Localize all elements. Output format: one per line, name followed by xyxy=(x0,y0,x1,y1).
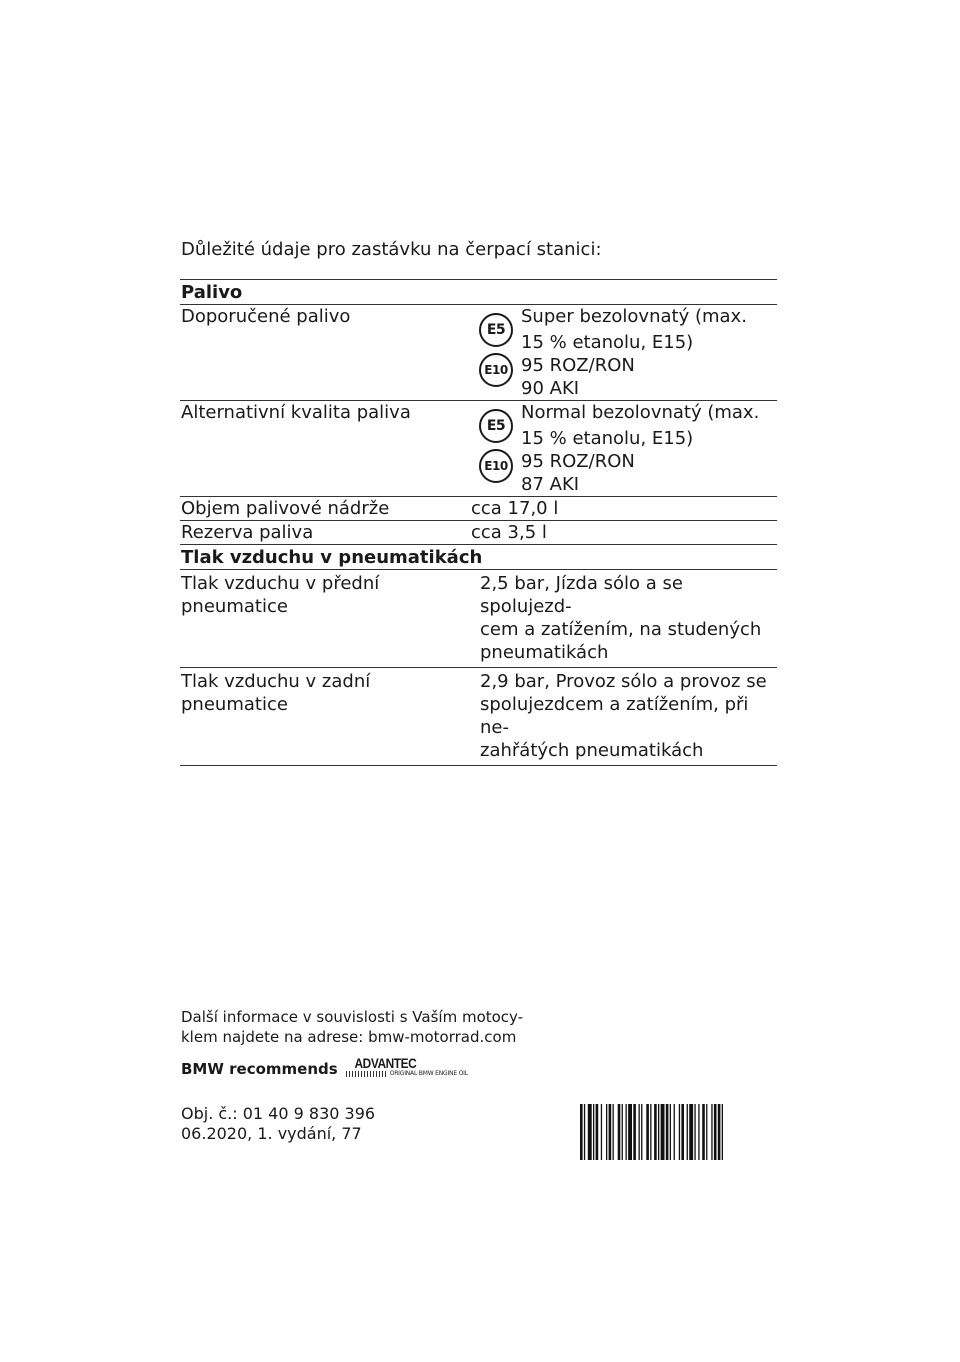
section-tire-title: Tlak vzduchu v pneumatikách xyxy=(181,547,483,568)
tire-line: cem a zatížením, na studených xyxy=(480,619,762,640)
fuel-reserve-value: cca 3,5 l xyxy=(471,522,547,543)
fuel-row-value xyxy=(479,401,777,496)
barcode-bar xyxy=(658,1104,659,1160)
fuel-grade-e10-icon: E10 xyxy=(479,449,513,483)
fuel-stop-table xyxy=(180,279,777,766)
barcode-bar xyxy=(722,1104,723,1160)
tire-row-front xyxy=(180,570,777,668)
barcode-bar xyxy=(714,1104,717,1160)
fuel-reserve-label: Rezerva paliva xyxy=(181,522,314,543)
edition: 06.2020, 1. vydání, 77 xyxy=(181,1124,362,1143)
barcode-bar xyxy=(670,1104,671,1160)
tank-capacity-row xyxy=(180,497,777,521)
footer-info-line: Další informace v souvislosti s Vaším motocy- xyxy=(181,1008,524,1026)
barcode-bar xyxy=(718,1104,721,1160)
fuel-row-label: Doporučené palivo xyxy=(181,306,351,327)
fuel-badges xyxy=(479,401,521,496)
fuel-row-label: Alternativní kvalita paliva xyxy=(181,402,411,423)
bmw-recommends xyxy=(181,1056,468,1080)
barcode-bar xyxy=(687,1104,688,1160)
barcode-bar xyxy=(694,1104,695,1160)
barcode-bar xyxy=(601,1104,602,1160)
barcode-bar xyxy=(674,1104,675,1160)
barcode-bar xyxy=(609,1104,612,1160)
footer-info xyxy=(181,1007,551,1047)
barcode-bar xyxy=(702,1104,705,1160)
barcode-bar xyxy=(698,1104,699,1160)
barcode-bar xyxy=(689,1104,693,1160)
barcode-bar xyxy=(711,1104,712,1160)
barcode-bar xyxy=(633,1104,636,1160)
advantec-brand: ADVANTEC xyxy=(354,1055,417,1071)
fuel-badges xyxy=(479,305,521,400)
tire-row-value xyxy=(480,668,777,762)
advantec-dots-icon xyxy=(346,1071,386,1077)
barcode-bar xyxy=(639,1104,640,1160)
tire-line: 2,5 bar, Jízda sólo a se spolujezd- xyxy=(480,573,683,617)
part-number: Obj. č.: 01 40 9 830 396 xyxy=(181,1104,376,1123)
barcode-bar xyxy=(646,1104,649,1160)
fuel-line: 87 AKI xyxy=(521,474,580,495)
section-fuel xyxy=(180,280,777,305)
advantec-logo xyxy=(346,1056,468,1078)
fuel-line: 15 % etanolu, E15) xyxy=(521,332,694,353)
fuel-line: Normal bezolovnatý (max. xyxy=(521,402,760,423)
fuel-line: 95 ROZ/RON xyxy=(521,355,635,376)
barcode-bar xyxy=(681,1104,684,1160)
advantec-stripe xyxy=(346,1070,468,1078)
fuel-grade-e5-icon: E5 xyxy=(479,409,513,443)
advantec-subtitle: ORIGINAL BMW ENGINE OIL xyxy=(389,1070,468,1077)
barcode-bar xyxy=(628,1104,632,1160)
tire-row-label: Tlak vzduchu v přední pneumatice xyxy=(181,573,380,617)
tire-line: spolujezdcem a zatížením, při ne- xyxy=(480,694,749,738)
barcode-bar xyxy=(654,1104,657,1160)
fuel-line: 15 % etanolu, E15) xyxy=(521,428,694,449)
fuel-line: Super bezolovnatý (max. xyxy=(521,306,747,327)
barcode-bar xyxy=(622,1104,623,1160)
barcode-bar xyxy=(596,1104,599,1160)
fuel-line: 90 AKI xyxy=(521,378,580,399)
barcode-bar xyxy=(706,1104,707,1160)
section-tire-pressure xyxy=(180,545,777,570)
tank-capacity-label: Objem palivové nádrže xyxy=(181,498,390,519)
fuel-description xyxy=(521,305,747,400)
barcode-bar xyxy=(666,1104,669,1160)
tire-row-rear xyxy=(180,668,777,766)
barcode-icon xyxy=(580,1104,777,1160)
barcode-bar xyxy=(641,1104,642,1160)
tire-row-value xyxy=(480,570,777,664)
tire-line: pneumatikách xyxy=(480,642,609,663)
fuel-description xyxy=(521,401,759,496)
fuel-grade-e10-icon: E10 xyxy=(479,353,513,387)
recommend-label: BMW recommends xyxy=(181,1060,338,1078)
barcode-bar xyxy=(584,1104,585,1160)
fuel-row-alternative xyxy=(180,401,777,497)
fuel-row-value xyxy=(479,305,777,400)
fuel-row-recommended xyxy=(180,305,777,401)
barcode-bar xyxy=(679,1104,680,1160)
barcode-bar xyxy=(613,1104,614,1160)
fuel-reserve-row xyxy=(180,521,777,545)
barcode-bar xyxy=(580,1104,583,1160)
fuel-line: 95 ROZ/RON xyxy=(521,451,635,472)
barcode-bar xyxy=(593,1104,594,1160)
barcode-bar xyxy=(661,1104,665,1160)
publication-meta xyxy=(181,1104,375,1144)
tank-capacity-value: cca 17,0 l xyxy=(471,498,559,519)
barcode-bar xyxy=(588,1104,592,1160)
fuel-grade-e5-icon: E5 xyxy=(479,313,513,347)
intro-heading: Důležité údaje pro zastávku na čerpací stanici: xyxy=(181,239,602,260)
tire-line: zahřátých pneumatikách xyxy=(480,740,704,761)
barcode-bar xyxy=(618,1104,621,1160)
barcode-bar xyxy=(626,1104,627,1160)
tire-row-label: Tlak vzduchu v zadní pneumatice xyxy=(181,671,371,715)
section-fuel-title: Palivo xyxy=(181,282,243,303)
tire-line: 2,9 bar, Provoz sólo a provoz se xyxy=(480,671,767,692)
barcode-bar xyxy=(650,1104,651,1160)
barcode-bar xyxy=(606,1104,607,1160)
footer-info-line: klem najdete na adrese: bmw-motorrad.com xyxy=(181,1028,517,1046)
